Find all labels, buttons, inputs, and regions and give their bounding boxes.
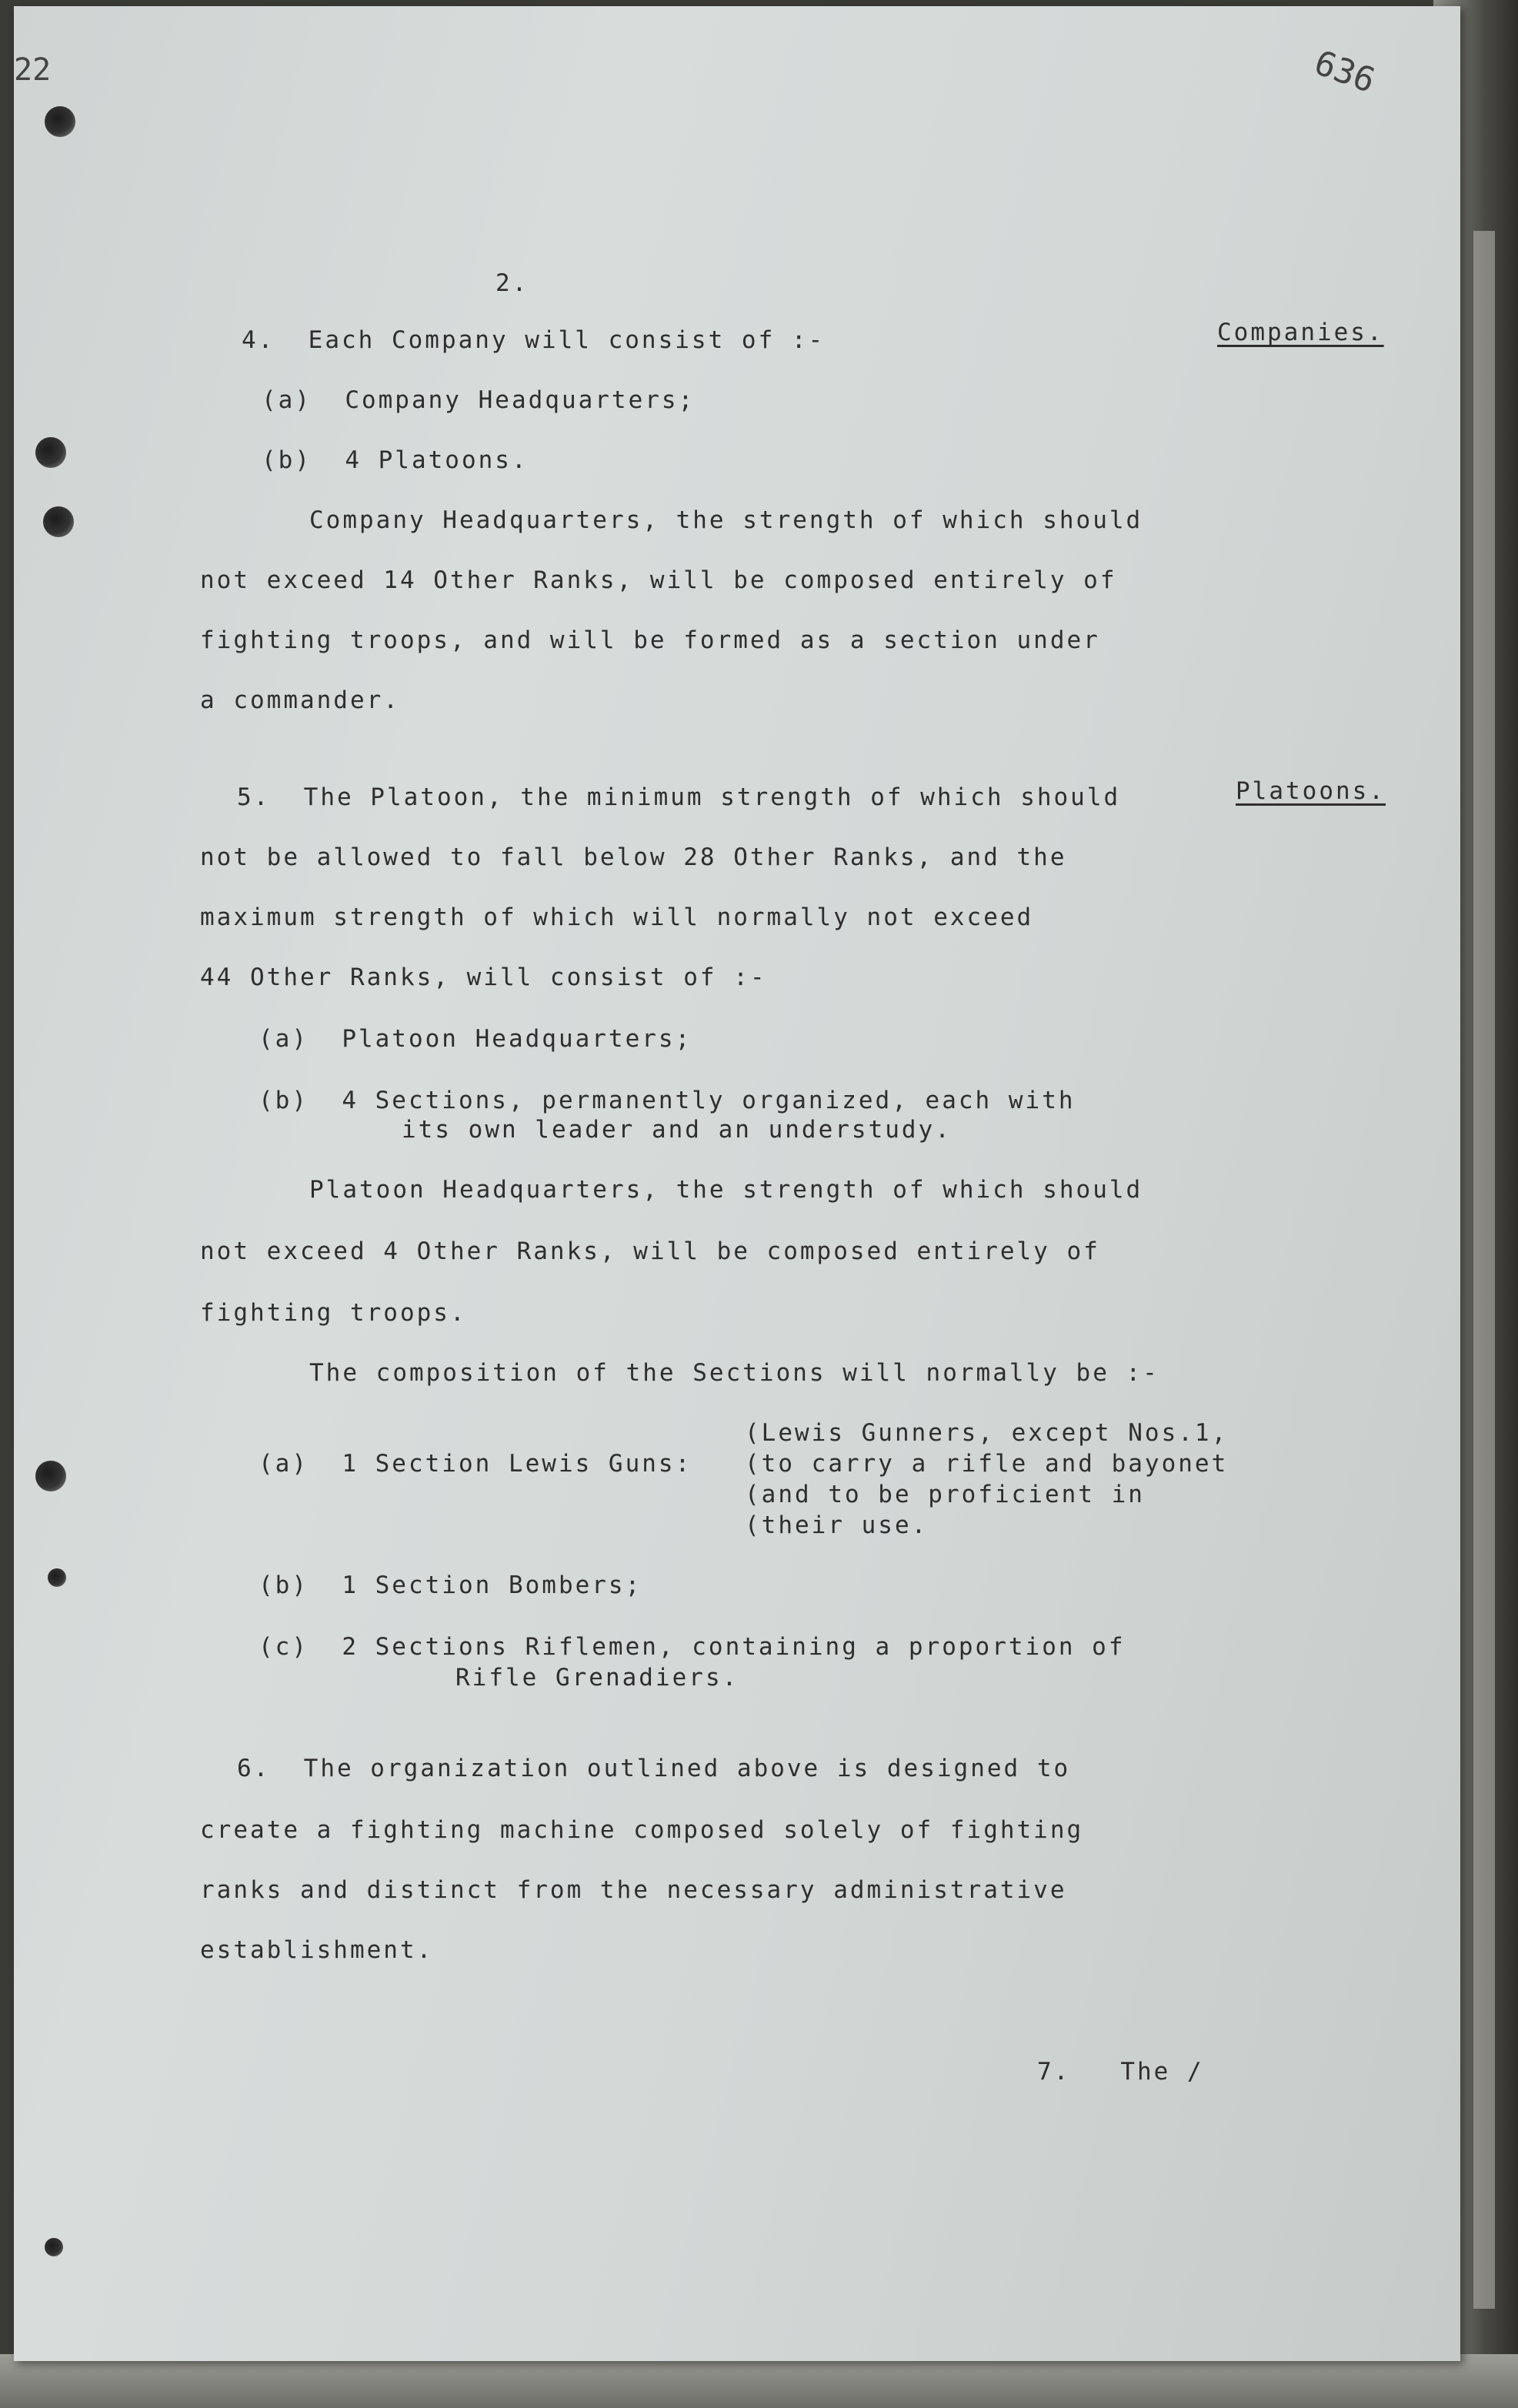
para-4-intro: 4. Each Company will consist of :- — [242, 326, 826, 354]
paragraph-line: not exceed 4 Other Ranks, will be composed entirely of — [200, 1237, 1100, 1265]
paragraph-line: ranks and distinct from the necessary administrative — [200, 1876, 1067, 1904]
page-number: 2. — [495, 269, 529, 297]
page-stack-highlight — [1473, 231, 1495, 2309]
list-item: (a) Platoon Headquarters; — [259, 1025, 692, 1053]
document-page — [14, 6, 1460, 2361]
page-stack-bottom — [0, 2354, 1518, 2408]
paragraph-line: not exceed 14 Other Ranks, will be composed entirely of — [200, 566, 1117, 594]
punch-hole — [35, 1461, 66, 1491]
bracket-note-line: (Lewis Gunners, except Nos.1, — [745, 1419, 1229, 1447]
list-item: (c) 2 Sections Riflemen, containing a proportion of — [259, 1633, 1126, 1661]
paragraph-line: maximum strength of which will normally not exceed — [200, 903, 1034, 931]
list-item: (a) Company Headquarters; — [262, 386, 696, 414]
catchword: 7. The / — [1037, 2058, 1204, 2086]
punch-hole — [35, 437, 66, 468]
paragraph-line: 44 Other Ranks, will consist of :- — [200, 964, 767, 991]
list-item: (a) 1 Section Lewis Guns: — [259, 1450, 692, 1478]
bracket-note-line: (to carry a rifle and bayonet — [745, 1450, 1229, 1478]
leaf-number: 22 — [14, 52, 52, 88]
paragraph-line: Platoon Headquarters, the strength of which should — [309, 1176, 1143, 1204]
side-heading-companies: Companies. — [1217, 319, 1384, 346]
paragraph-line: a commander. — [200, 686, 400, 714]
punch-hole — [43, 506, 74, 537]
paragraph-line: create a fighting machine composed solely of fighting — [200, 1816, 1084, 1844]
bracket-note-line: (their use. — [745, 1511, 929, 1539]
paragraph-line: Company Headquarters, the strength of which should — [309, 506, 1143, 534]
paragraph-line: fighting troops, and will be formed as a section under — [200, 626, 1100, 654]
list-item: (b) 4 Sections, permanently organized, each with — [259, 1087, 1076, 1114]
list-item: (b) 1 Section Bombers; — [259, 1571, 642, 1599]
paragraph-line: fighting troops. — [200, 1299, 467, 1327]
paragraph-line: 5. The Platoon, the minimum strength of which should — [237, 783, 1121, 811]
list-item-continuation: its own leader and an understudy. — [402, 1116, 952, 1144]
punch-hole — [45, 106, 75, 137]
paragraph-line: The composition of the Sections will normally be :- — [309, 1359, 1159, 1387]
paragraph-line: 6. The organization outlined above is designed to — [237, 1755, 1071, 1782]
punch-hole — [48, 1568, 66, 1587]
folio-stamp: 636 — [1309, 42, 1380, 102]
bracket-note-line: (and to be proficient in — [745, 1481, 1145, 1508]
list-item-continuation: Rifle Grenadiers. — [455, 1664, 739, 1692]
punch-hole — [45, 2238, 63, 2256]
paragraph-line: establishment. — [200, 1936, 434, 1964]
list-item: (b) 4 Platoons. — [262, 446, 529, 474]
paragraph-line: not be allowed to fall below 28 Other Ranks, and the — [200, 843, 1067, 871]
side-heading-platoons: Platoons. — [1236, 777, 1386, 805]
